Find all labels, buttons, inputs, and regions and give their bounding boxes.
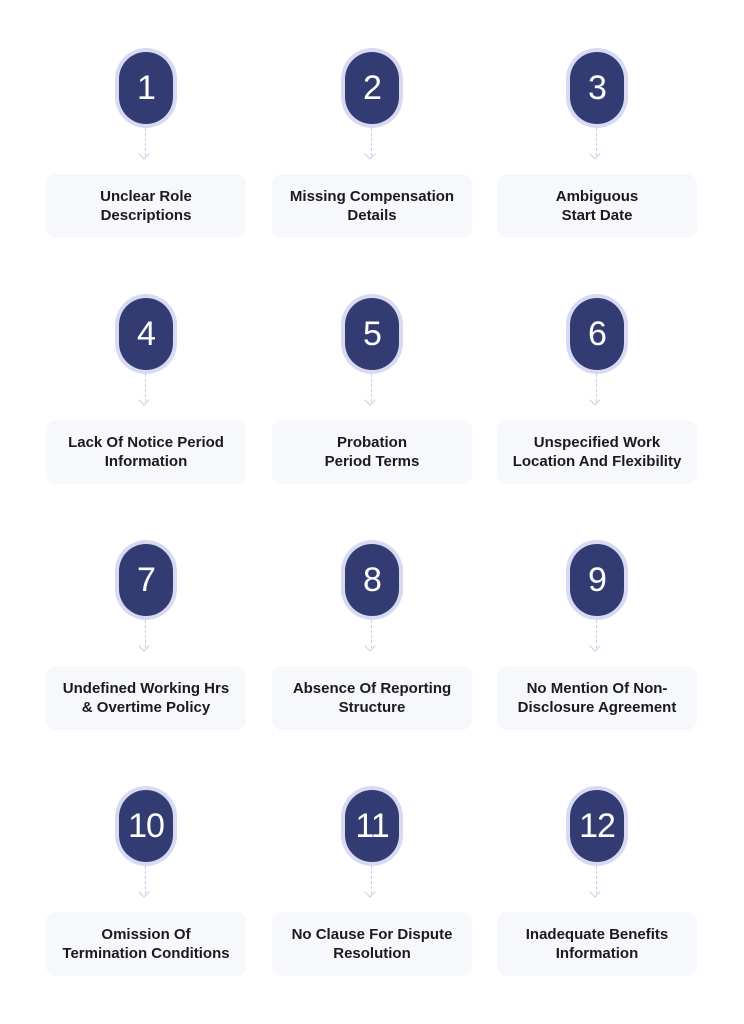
step-number-badge [115,48,177,128]
step-number: 4 [119,298,173,370]
step-item [497,786,697,986]
step-card [497,912,697,976]
chevron-down-icon [138,148,149,159]
step-label: Inadequate Benefits Information [525,926,669,962]
step-number: 1 [119,52,173,124]
step-item [272,48,472,248]
step-item [272,294,472,494]
step-item [272,786,472,986]
chevron-down-icon [364,394,375,405]
step-card [272,174,472,238]
chevron-down-icon [138,640,149,651]
step-number: 3 [570,52,624,124]
step-card [46,912,246,976]
step-number: 12 [570,790,624,862]
step-card [46,666,246,730]
step-card [272,666,472,730]
chevron-down-icon [364,640,375,651]
chevron-down-icon [589,640,600,651]
step-card [46,174,246,238]
step-card [497,174,697,238]
step-number: 6 [570,298,624,370]
chevron-down-icon [138,394,149,405]
chevron-down-icon [589,886,600,897]
step-item [46,294,246,494]
step-label: Unspecified Work Location And Flexibility [512,434,682,470]
step-number: 10 [119,790,173,862]
step-number-badge [115,786,177,866]
step-card [46,420,246,484]
step-item [46,48,246,248]
step-card [272,420,472,484]
step-item [46,786,246,986]
chevron-down-icon [364,148,375,159]
chevron-down-icon [138,886,149,897]
step-card [497,666,697,730]
step-label: Omission Of Termination Conditions [62,926,230,962]
step-label: Unclear Role Descriptions [100,188,192,224]
chevron-down-icon [589,148,600,159]
chevron-down-icon [589,394,600,405]
step-number-badge [566,786,628,866]
step-number-badge [341,786,403,866]
step-card [497,420,697,484]
step-label: Probation Period Terms [324,434,420,470]
step-item [497,294,697,494]
step-number: 5 [345,298,399,370]
step-number: 9 [570,544,624,616]
step-label: Lack Of Notice Period Information [68,434,224,470]
step-label: Absence Of Reporting Structure [292,680,452,716]
step-number-badge [566,48,628,128]
step-number: 2 [345,52,399,124]
step-number: 11 [345,790,399,862]
step-label: Ambiguous Start Date [555,188,639,224]
step-number-badge [566,540,628,620]
step-number: 8 [345,544,399,616]
step-item [497,540,697,740]
step-number-badge [566,294,628,374]
step-label: No Mention Of Non- Disclosure Agreement [517,680,677,716]
step-label: Missing Compensation Details [289,188,455,224]
step-label: Undefined Working Hrs & Overtime Policy [62,680,230,716]
step-number-badge [115,294,177,374]
step-number-badge [341,48,403,128]
step-number-badge [341,540,403,620]
step-card [272,912,472,976]
chevron-down-icon [364,886,375,897]
step-item [497,48,697,248]
step-item [46,540,246,740]
step-number-badge [115,540,177,620]
step-item [272,540,472,740]
step-label: No Clause For Dispute Resolution [291,926,453,962]
step-number: 7 [119,544,173,616]
step-number-badge [341,294,403,374]
